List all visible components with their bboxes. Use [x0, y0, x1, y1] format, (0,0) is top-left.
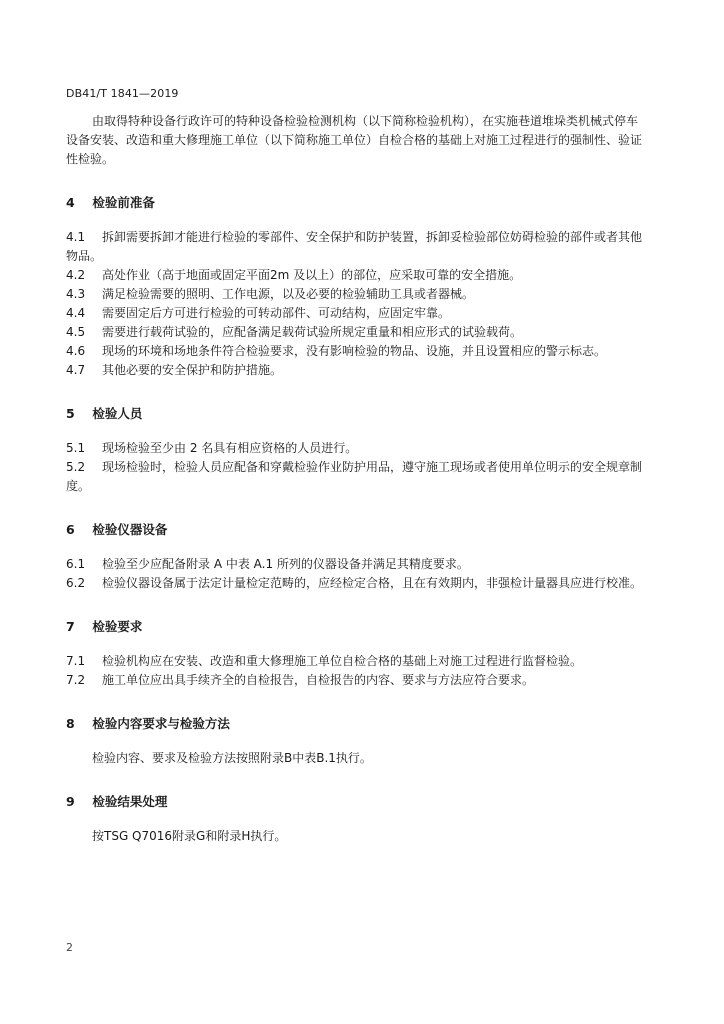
section-number: 8: [66, 716, 75, 731]
clause-4-4: [66, 304, 642, 323]
clause-7-1: [66, 652, 642, 671]
clause-text: 需要进行载荷试验的，应配备满足载荷试验所规定重量和相应形式的试验载荷。: [102, 325, 523, 339]
section-heading-7: [66, 617, 642, 636]
clause-number: 4.4: [66, 306, 86, 320]
clause-text: 现场检验至少由 2 名具有相应资格的人员进行。: [102, 441, 358, 455]
clause-number: 4.2: [66, 268, 86, 282]
clause-number: 5.1: [66, 441, 86, 455]
section-title: 检验前准备: [92, 195, 155, 210]
document-body: [66, 112, 642, 846]
clause-5-1: [66, 439, 642, 458]
section-8-body: 检验内容、要求及检验方法按照附录B中表B.1执行。: [92, 751, 372, 765]
clause-text: 现场检验时，检验人员应配备和穿戴检验作业防护用品，遵守施工现场或者使用单位明示的安全规章制度。: [66, 460, 643, 493]
clause-5-2: [66, 458, 642, 496]
clause-text: 现场的环境和场地条件符合检验要求，没有影响检验的物品、设施，并且设置相应的警示标志。: [102, 344, 607, 358]
clause-text: 需要固定后方可进行检验的可转动部件、可动结构，应固定牢靠。: [102, 306, 451, 320]
section-number: 7: [66, 619, 75, 634]
clause-text: 检验至少应配备附录 A 中表 A.1 所列的仪器设备并满足其精度要求。: [102, 557, 469, 571]
clause-text: 施工单位应出具手续齐全的自检报告，自检报告的内容、要求与方法应符合要求。: [102, 673, 535, 687]
section-number: 6: [66, 522, 75, 537]
clause-text: 其他必要的安全保护和防护措施。: [102, 363, 283, 377]
section-number: 9: [66, 794, 75, 809]
section-number: 5: [66, 406, 75, 421]
clause-text: 高处作业（高于地面或固定平面2m 及以上）的部位，应采取可靠的安全措施。: [102, 268, 522, 282]
section-heading-5: [66, 404, 642, 423]
clause-4-2: [66, 266, 642, 285]
document-id-header: DB41/T 1841—2019: [66, 87, 179, 100]
section-heading-4: [66, 193, 642, 212]
clause-number: 4.3: [66, 287, 86, 301]
clause-number: 6.1: [66, 557, 86, 571]
clause-number: 4.1: [66, 230, 86, 244]
clause-4-5: [66, 323, 642, 342]
clause-text: 检验仪器设备属于法定计量检定范畴的，应经检定合格，且在有效期内，非强检计量器具应进行校准。: [102, 576, 643, 590]
intro-paragraph: 由取得特种设备行政许可的特种设备检验检测机构（以下简称检验机构），在实施巷道堆垛类机械式停车设备安装、改造和重大修理施工单位（以下简称施工单位）自检合格的基础上对施工过程进行的强制性、验证性检验。: [66, 114, 643, 166]
clause-number: 5.2: [66, 460, 86, 474]
clause-text: 满足检验需要的照明、工作电源，以及必要的检验辅助工具或者器械。: [102, 287, 475, 301]
clause-4-7: [66, 361, 642, 380]
clause-number: 7.1: [66, 654, 86, 668]
section-number: 4: [66, 195, 75, 210]
page-number: 2: [66, 941, 73, 954]
clause-number: 4.5: [66, 325, 86, 339]
section-title: 检验要求: [92, 619, 143, 634]
clause-number: 4.6: [66, 344, 86, 358]
clause-7-2: [66, 671, 642, 690]
clause-4-3: [66, 285, 642, 304]
clause-4-6: [66, 342, 642, 361]
section-9-body: 按TSG Q7016附录G和附录H执行。: [92, 829, 287, 843]
clause-6-1: [66, 555, 642, 574]
clause-number: 6.2: [66, 576, 86, 590]
clause-number: 7.2: [66, 673, 86, 687]
section-title: 检验仪器设备: [92, 522, 168, 537]
section-heading-6: [66, 520, 642, 539]
section-title: 检验结果处理: [92, 794, 168, 809]
clause-number: 4.7: [66, 363, 86, 377]
section-title: 检验人员: [92, 406, 143, 421]
clause-6-2: [66, 574, 642, 593]
section-heading-8: [66, 714, 642, 733]
section-heading-9: [66, 792, 642, 811]
clause-4-1: [66, 228, 642, 266]
clause-text: 拆卸需要拆卸才能进行检验的零部件、安全保护和防护装置，拆卸妥检验部位妨碍检验的部件或者其他物品。: [66, 230, 643, 263]
section-title: 检验内容要求与检验方法: [92, 716, 230, 731]
clause-text: 检验机构应在安装、改造和重大修理施工单位自检合格的基础上对施工过程进行监督检验。: [102, 654, 583, 668]
